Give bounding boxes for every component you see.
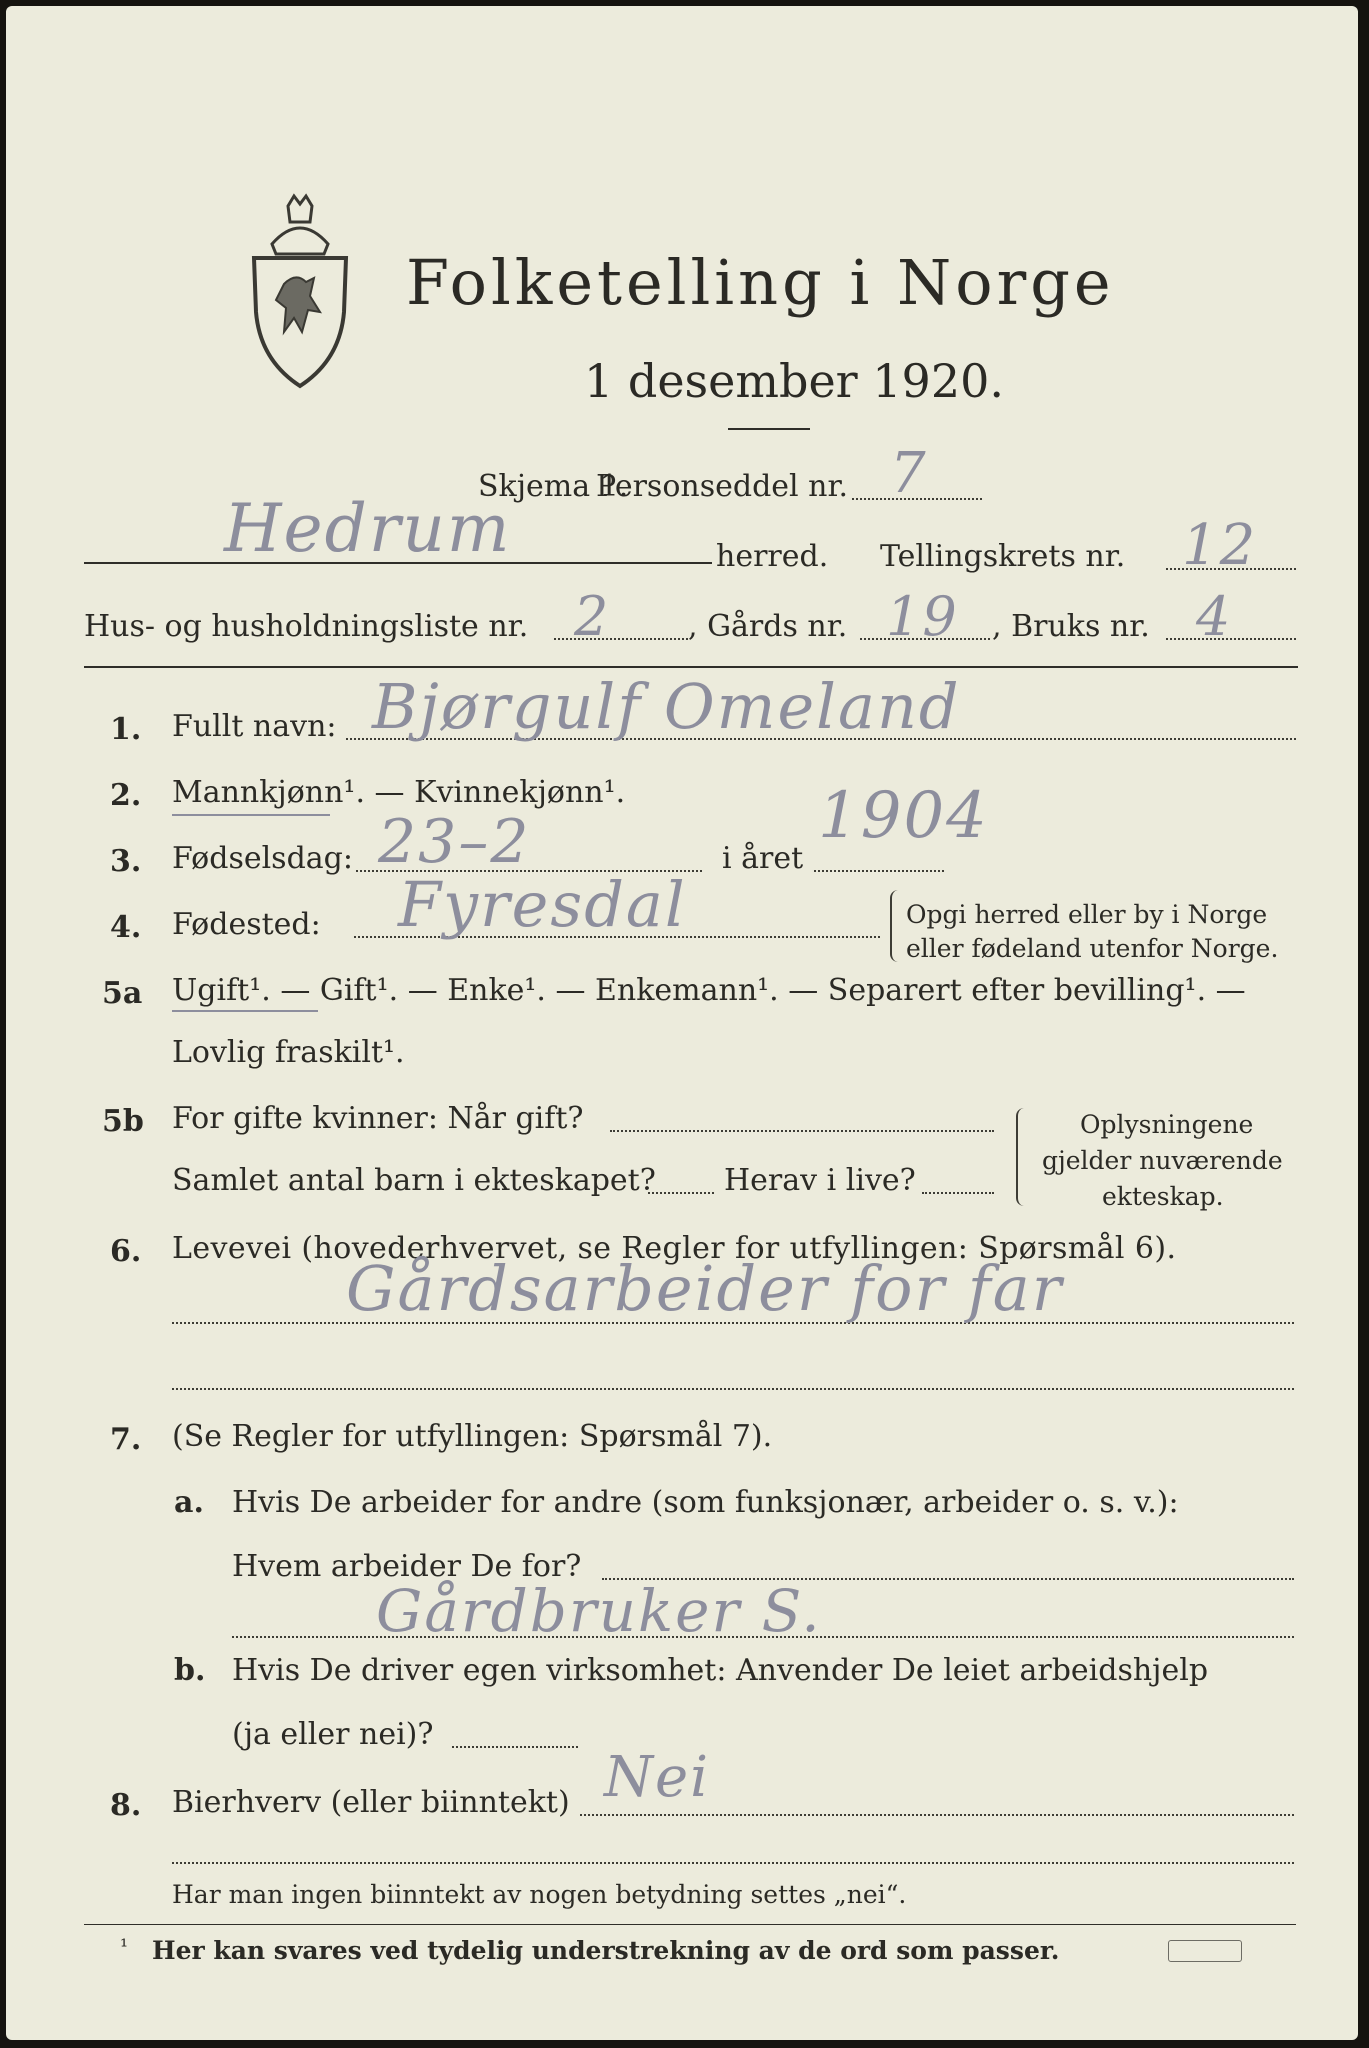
q5b-note-line2: gjelder nuværende	[1042, 1146, 1283, 1175]
occupation-field-2[interactable]	[172, 1388, 1294, 1390]
bruks-label: , Bruks nr.	[992, 609, 1150, 644]
q1-number: 1.	[110, 712, 142, 747]
marital-status-options-line2[interactable]: Lovlig fraskilt¹.	[172, 1035, 405, 1070]
hus-label: Hus- og husholdningsliste nr.	[84, 609, 529, 644]
q5b-note-bracket	[1016, 1108, 1026, 1206]
q7b-line2: (ja eller nei)?	[232, 1717, 434, 1752]
side-income-value: Nei	[604, 1745, 711, 1810]
hired-help-field[interactable]	[452, 1746, 578, 1748]
q7a-line1: Hvis De arbeider for andre (som funksjonær, arbeider o. s. v.):	[232, 1485, 1179, 1520]
census-form-page	[6, 6, 1358, 2040]
skjema-label: Skjema 1.	[478, 469, 629, 504]
tellingskrets-label: Tellingskrets nr.	[880, 539, 1126, 574]
gender-options[interactable]: Mannkjønn¹. — Kvinnekjønn¹.	[172, 775, 626, 810]
q4-note-line2: eller fødeland utenfor Norge.	[906, 934, 1279, 963]
herred-value: Hedrum	[224, 490, 512, 567]
children-alive-label: Herav i live?	[724, 1163, 916, 1198]
birthplace-value: Fyresdal	[398, 868, 687, 941]
full-name-value: Bjørgulf Omeland	[372, 670, 961, 743]
q8-label: Bierhverv (eller biinntekt)	[172, 1785, 570, 1820]
q4-label: Fødested:	[172, 907, 321, 942]
personseddel-value: 7	[890, 441, 928, 506]
q7-number: 7.	[110, 1422, 142, 1457]
hus-value: 2	[574, 585, 611, 648]
header-divider	[84, 666, 1298, 668]
q3-year-label: i året	[722, 841, 804, 876]
personseddel-label: Personseddel nr.	[596, 469, 849, 504]
census-date: 1 desember 1920.	[584, 354, 1004, 408]
side-income-field-2[interactable]	[172, 1862, 1294, 1864]
q4-note-line1: Opgi herred eller by i Norge	[906, 900, 1268, 929]
q3-label: Fødselsdag:	[172, 841, 353, 876]
q4-number: 4.	[110, 910, 142, 945]
footer-note: Har man ingen biinntekt av nogen betydning settes „nei“.	[172, 1880, 907, 1909]
q7a-line2: Hvem arbeider De for?	[232, 1549, 582, 1584]
q7b-line1: Hvis De driver egen virksomhet: Anvender De leiet arbeidshjelp	[232, 1653, 1209, 1688]
marital-selection-underline	[172, 1010, 318, 1012]
q1-label: Fullt navn:	[172, 709, 337, 744]
birthdate-value: 23–2	[378, 807, 531, 877]
q6-number: 6.	[110, 1234, 142, 1269]
birth-year-value: 1904	[818, 779, 989, 853]
title-divider	[728, 428, 810, 430]
q5a-number: 5a	[102, 976, 143, 1011]
employer-field-2[interactable]	[232, 1636, 1294, 1638]
q5b-note-line3: ekteskap.	[1102, 1182, 1224, 1211]
page-title: Folketelling i Norge	[406, 246, 1115, 319]
q8-number: 8.	[110, 1788, 142, 1823]
occupation-value: Gårdsarbeider for far	[346, 1252, 1064, 1325]
marital-status-options[interactable]: Ugift¹. — Gift¹. — Enke¹. — Enkemann¹. — Separert efter bevilling¹. —	[172, 973, 1246, 1008]
employer-value: Gårdbruker S.	[376, 1577, 822, 1645]
bruks-value: 4	[1196, 585, 1233, 648]
birth-year-field[interactable]	[814, 870, 944, 872]
married-when-field[interactable]	[610, 1130, 994, 1132]
q7a-letter: a.	[174, 1485, 204, 1520]
q7-label: (Se Regler for utfyllingen: Spørsmål 7).	[172, 1419, 773, 1454]
tellingskrets-value: 12	[1182, 513, 1258, 578]
q2-number: 2.	[110, 778, 142, 813]
gards-value: 19	[886, 585, 959, 648]
footnote-mark: ¹	[120, 1934, 129, 1958]
q6-label: Levevei (hovederhvervet, se Regler for utfyllingen: Spørsmål 6).	[172, 1231, 1177, 1266]
q5b-note-line1: Oplysningene	[1080, 1110, 1254, 1139]
gards-label: , Gårds nr.	[688, 609, 848, 644]
children-total-field[interactable]	[648, 1192, 714, 1194]
printer-stamp	[1168, 1940, 1242, 1962]
q3-number: 3.	[110, 844, 142, 879]
gender-selection-underline	[172, 814, 330, 816]
footnote-divider	[84, 1924, 1296, 1925]
q7b-letter: b.	[174, 1653, 206, 1688]
married-when-label: For gifte kvinner: Når gift?	[172, 1101, 584, 1136]
footnote-text: Her kan svares ved tydelig understrekning av de ord som passer.	[152, 1936, 1060, 1965]
q4-note-bracket	[890, 890, 900, 962]
side-income-field[interactable]	[580, 1814, 1294, 1816]
children-total-label: Samlet antal barn i ekteskapet?	[172, 1163, 656, 1198]
herred-label: herred.	[716, 539, 829, 574]
norwegian-coat-of-arms-icon	[244, 192, 356, 392]
q5b-number: 5b	[102, 1104, 144, 1139]
children-alive-field[interactable]	[922, 1192, 994, 1194]
